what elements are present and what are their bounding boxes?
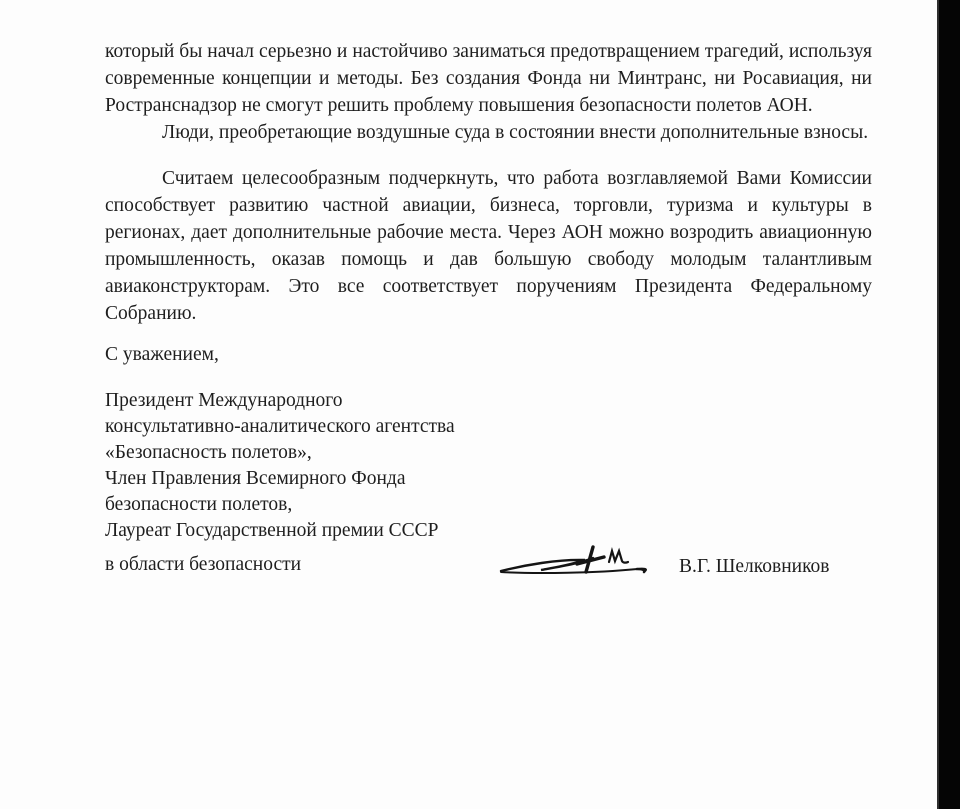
body-paragraph-2: Люди, преобретающие воздушные суда в состоянии внести дополнительные взносы. xyxy=(162,122,869,143)
body-paragraph-1: который бы начал серьезно и настойчиво заниматься предотвращением трагедий, используя современные концепции и методы. Без создания Фонда ни Минтранс, ни Росавиация, ни Ространснадзор не смогут решить проблему повышения безопасности полетов АОН. xyxy=(105,41,872,116)
letter-body xyxy=(105,38,872,580)
scan-edge-right xyxy=(937,0,960,809)
signatory-block xyxy=(105,388,872,580)
closing-salutation: С уважением, xyxy=(105,344,219,365)
signatory-title-line: Президент Международного xyxy=(105,390,343,411)
signatory-title-line: «Безопасность полетов», xyxy=(105,442,312,463)
signatory-title-line: безопасности полетов, xyxy=(105,494,293,515)
signature-icon xyxy=(497,540,655,584)
signature-name: В.Г. Шелковников xyxy=(679,556,830,577)
signatory-title-line: Член Правления Всемирного Фонда xyxy=(105,468,406,489)
body-paragraph-3: Считаем целесообразным подчеркнуть, что работа возглавляемой Вами Комиссии способствует развитию частной авиации, бизнеса, торговли, туризма и культуры в регионах, дает дополнительные рабочие места. Через АОН можно возродить авиационную промышленность, оказав помощь и дав большую свободу молодым талантливым авиаконструкторам. Это все соответствует поручениям Президента Федеральному Собранию. xyxy=(105,168,872,324)
signatory-title-line: в области безопасности xyxy=(105,554,302,575)
signature-row xyxy=(105,552,872,580)
signatory-title-line: Лауреат Государственной премии СССР xyxy=(105,520,439,541)
signatory-title-line: консультативно-аналитического агентства xyxy=(105,416,455,437)
